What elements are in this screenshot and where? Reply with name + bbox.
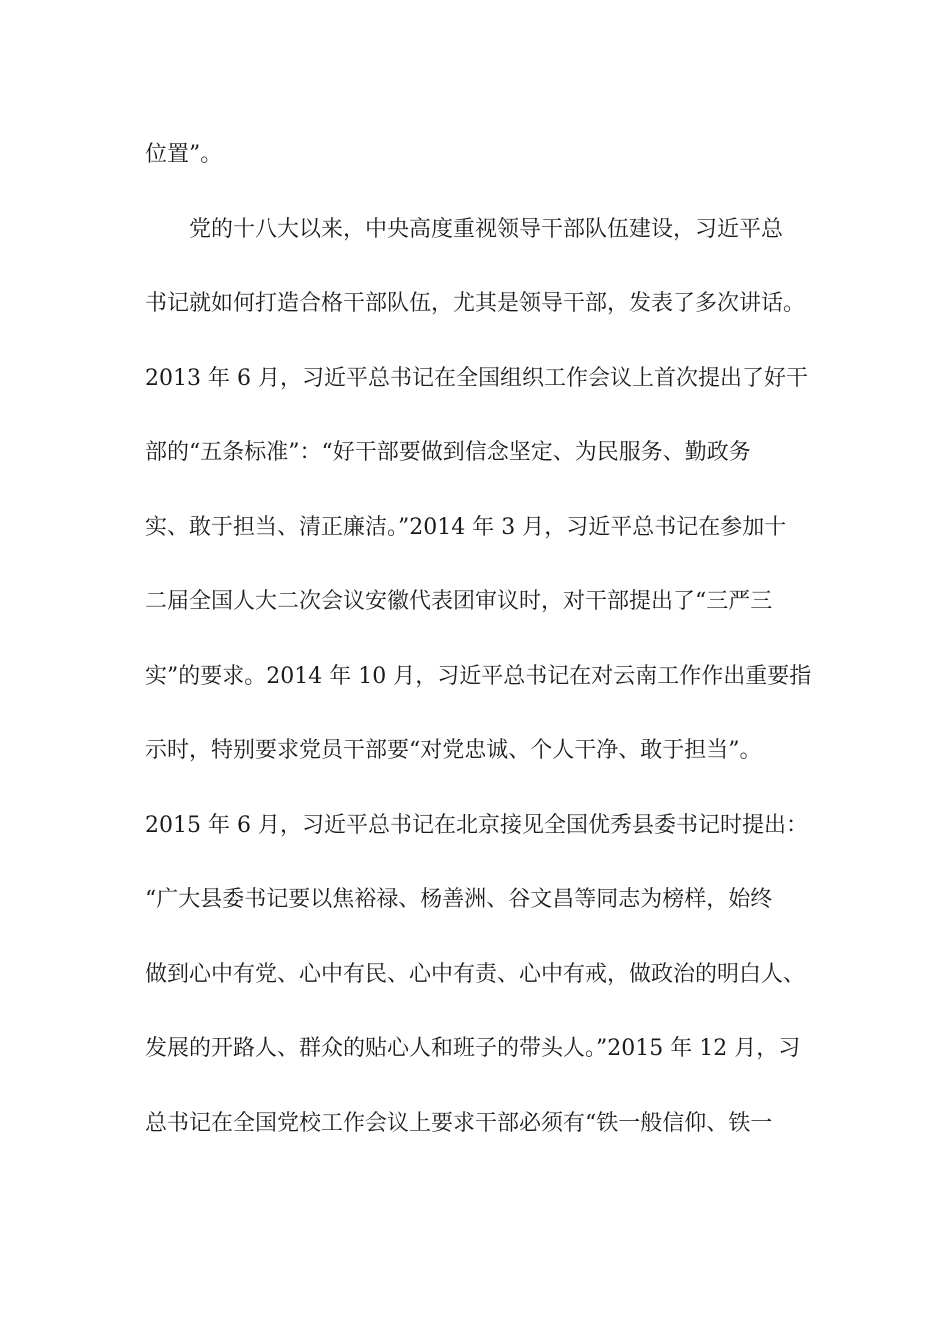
text-line: 实、敢于担当、清正廉洁。”2014 年 3 月，习近平总书记在参加十 [145,514,787,540]
text-line: 二届全国人大二次会议安徽代表团审议时，对干部提出了“三严三 [145,589,773,614]
text-line: 位置”。 [145,142,223,167]
text-line: 总书记在全国党校工作会议上要求干部必须有“铁一般信仰、铁一 [145,1110,773,1136]
text-line: 2013 年 6 月，习近平总书记在全国组织工作会议上首次提出了好干 [145,365,808,391]
text-line: 2015 年 6 月，习近平总书记在北京接见全国优秀县委书记时提出： [145,812,808,838]
text-line: 做到心中有党、心中有民、心中有责、心中有戒，做政治的明白人、 [145,961,806,987]
text-line: 党的十八大以来，中央高度重视领导干部队伍建设，习近平总 [145,216,784,242]
text-line: 部的“五条标准”：“好干部要做到信念坚定、为民服务、勤政务 [145,440,751,465]
text-line: 书记就如何打造合格干部队伍，尤其是领导干部，发表了多次讲话。 [145,291,806,316]
body-text [145,132,815,1175]
text-line: 发展的开路人、群众的贴心人和班子的带头人。”2015 年 12 月，习 [145,1036,801,1061]
text-line: 示时，特别要求党员干部要“对党忠诚、个人干净、敢于担当”。 [145,738,762,763]
text-line: 实”的要求。2014 年 10 月，习近平总书记在对云南工作作出重要指 [145,663,812,689]
text-line: “广大县委书记要以焦裕禄、杨善洲、谷文昌等同志为榜样，始终 [145,887,773,912]
